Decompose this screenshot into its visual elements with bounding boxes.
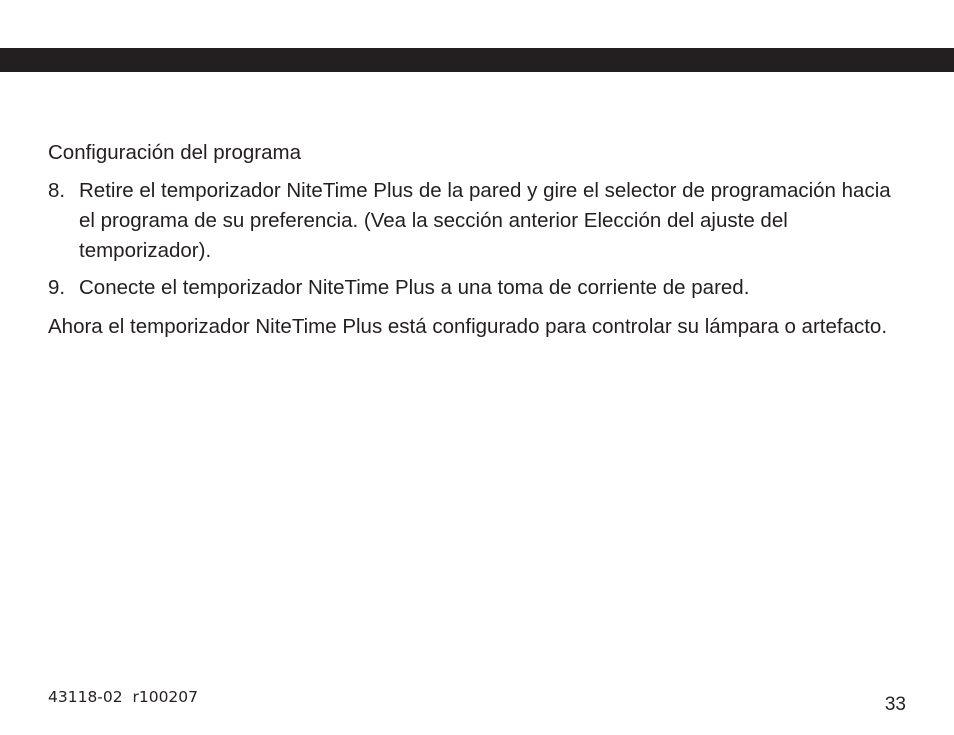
- list-item-step-9: [48, 273, 908, 303]
- step-text: Retire el temporizador NiteTime Plus de la pared y gire el selector de programación hacia el programa de su preferencia. (Vea la sección anterior Elección del ajuste del temporizador).: [79, 179, 891, 262]
- list-item-step-8: [48, 176, 908, 266]
- step-text: Conecte el temporizador NiteTime Plus a una toma de corriente de pared.: [79, 276, 750, 299]
- document-code: 43118-02 r100207: [48, 688, 199, 706]
- step-number: 8.: [48, 179, 66, 202]
- closing-paragraph: Ahora el temporizador NiteTime Plus está configurado para controlar su lámpara o artefacto.: [48, 315, 888, 338]
- page-number: 33: [884, 694, 906, 715]
- main-content: [48, 140, 908, 343]
- steps-list: [48, 176, 908, 303]
- header-bar: [0, 48, 954, 72]
- section-title: Configuración del programa: [48, 141, 301, 164]
- step-number: 9.: [48, 276, 66, 299]
